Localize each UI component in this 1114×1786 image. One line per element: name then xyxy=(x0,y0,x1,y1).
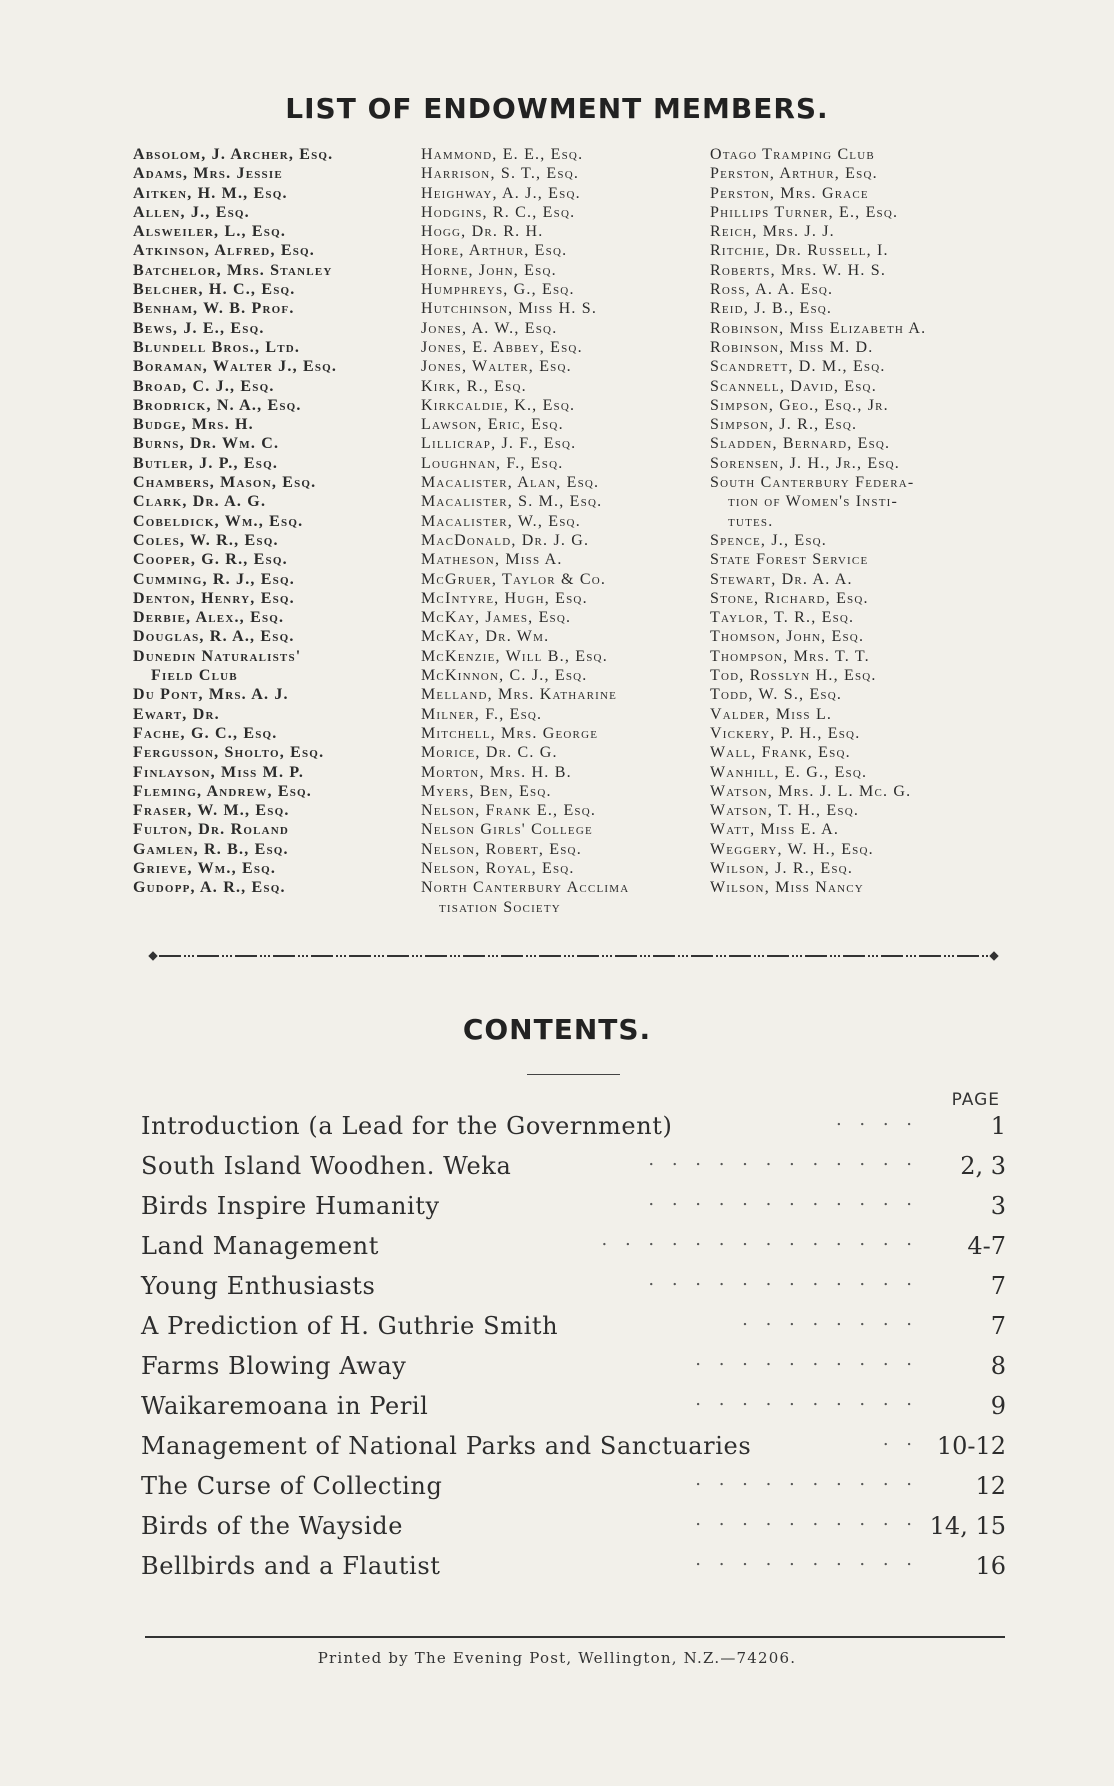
toc-leader-dots: . . . . . . . . . . xyxy=(695,1349,918,1370)
member-entry: Denton, Henry, Esq. xyxy=(133,589,295,607)
table-of-contents xyxy=(141,1106,1006,1586)
toc-page-number: 7 xyxy=(990,1272,1006,1300)
member-entry: McIntyre, Hugh, Esq. xyxy=(421,589,588,607)
member-entry: Burns, Dr. Wm. C. xyxy=(133,435,280,453)
member-entry: Simpson, J. R., Esq. xyxy=(710,416,858,434)
member-entry: State Forest Service xyxy=(710,551,869,569)
toc-entry-title: Birds of the Wayside xyxy=(141,1512,403,1540)
page-column-label: PAGE xyxy=(951,1090,1000,1110)
member-entry: Stewart, Dr. A. A. xyxy=(710,570,853,588)
member-entry: Fergusson, Sholto, Esq. xyxy=(133,744,325,762)
member-entry: Bews, J. E., Esq. xyxy=(133,319,265,337)
toc-leader-dots: . . . . . . . . . . . . . . xyxy=(601,1229,918,1250)
ornamental-divider xyxy=(147,951,1000,961)
toc-leader-dots: . . . . . . . . xyxy=(742,1309,918,1330)
toc-leader-dots: . . . . . . . . . . xyxy=(695,1469,918,1490)
member-entry: Jones, A. W., Esq. xyxy=(421,319,558,337)
member-entry: Field Club xyxy=(151,667,238,685)
member-entry: Sorensen, J. H., Jr., Esq. xyxy=(710,454,901,472)
member-entry: Fulton, Dr. Roland xyxy=(133,821,290,839)
toc-entry-title: Farms Blowing Away xyxy=(141,1352,407,1380)
member-entry: Jones, E. Abbey, Esq. xyxy=(421,338,583,356)
member-entry: Hodgins, R. C., Esq. xyxy=(421,203,576,221)
member-entry: Fleming, Andrew, Esq. xyxy=(133,782,312,800)
member-entry: Scannell, David, Esq. xyxy=(710,377,877,395)
member-entry: Hore, Arthur, Esq. xyxy=(421,242,568,260)
members-title: LIST OF ENDOWMENT MEMBERS. xyxy=(285,92,829,125)
member-entry: Watson, T. H., Esq. xyxy=(710,802,860,820)
member-entry: Fache, G. C., Esq. xyxy=(133,724,278,742)
member-entry: Reid, J. B., Esq. xyxy=(710,300,833,318)
toc-entry-title: A Prediction of H. Guthrie Smith xyxy=(141,1312,559,1340)
member-entry: Heighway, A. J., Esq. xyxy=(421,184,581,202)
member-entry: Cobeldick, Wm., Esq. xyxy=(133,512,304,530)
member-entry: Ross, A. A. Esq. xyxy=(710,281,834,299)
member-entry: Broad, C. J., Esq. xyxy=(133,377,275,395)
member-entry: Sladden, Bernard, Esq. xyxy=(710,435,891,453)
member-entry: Mitchell, Mrs. George xyxy=(421,724,599,742)
member-entry: McKenzie, Will B., Esq. xyxy=(421,647,608,665)
toc-page-number: 12 xyxy=(975,1472,1006,1500)
member-entry: Watt, Miss E. A. xyxy=(710,821,840,839)
member-entry: Aitken, H. M., Esq. xyxy=(133,184,288,202)
member-entry: Gudopp, A. R., Esq. xyxy=(133,879,286,897)
member-entry: Coles, W. R., Esq. xyxy=(133,531,279,549)
member-entry: Phillips Turner, E., Esq. xyxy=(710,203,899,221)
member-entry: Nelson, Royal, Esq. xyxy=(421,859,575,877)
toc-entry-title: Bellbirds and a Flautist xyxy=(141,1552,441,1580)
bottom-rule xyxy=(145,1636,1005,1638)
member-entry: Finlayson, Miss M. P. xyxy=(133,763,305,781)
member-entry: Chambers, Mason, Esq. xyxy=(133,474,317,492)
member-entry: McKay, James, Esq. xyxy=(421,609,572,627)
member-entry: Harrison, S. T., Esq. xyxy=(421,165,580,183)
printer-imprint: Printed by The Evening Post, Wellington, N.Z.—74206. xyxy=(317,1649,797,1667)
toc-entry-title: South Island Woodhen. Weka xyxy=(141,1152,512,1180)
toc-leader-dots: . . xyxy=(882,1429,918,1450)
member-entry: Adams, Mrs. Jessie xyxy=(133,165,283,183)
member-entry: Gamlen, R. B., Esq. xyxy=(133,840,289,858)
member-entry: Nelson, Robert, Esq. xyxy=(421,840,582,858)
member-entry: Perston, Arthur, Esq. xyxy=(710,165,878,183)
member-entry: Hutchinson, Miss H. S. xyxy=(421,300,598,318)
toc-page-number: 1 xyxy=(990,1112,1006,1140)
members-column-3 xyxy=(710,145,1005,898)
member-entry: Absolom, J. Archer, Esq. xyxy=(133,146,334,163)
member-entry: Belcher, H. C., Esq. xyxy=(133,281,296,299)
member-entry: Lillicrap, J. F., Esq. xyxy=(421,435,577,453)
member-entry: Allen, J., Esq. xyxy=(133,203,250,221)
member-entry: Watson, Mrs. J. L. Mc. G. xyxy=(710,782,912,800)
member-entry: Reich, Mrs. J. J. xyxy=(710,223,835,241)
member-entry: Thomson, John, Esq. xyxy=(710,628,865,646)
member-entry: Cooper, G. R., Esq. xyxy=(133,551,288,569)
member-entry: Matheson, Miss A. xyxy=(421,551,563,569)
member-entry: South Canterbury Federa- xyxy=(710,474,915,492)
toc-leader-dots: . . . . xyxy=(835,1109,918,1130)
toc-leader-dots: . . . . . . . . . . xyxy=(695,1549,918,1570)
member-entry: Alsweiler, L., Esq. xyxy=(133,223,287,241)
member-entry: Kirkcaldie, K., Esq. xyxy=(421,396,576,414)
toc-leader-dots: . . . . . . . . . . xyxy=(695,1509,918,1530)
member-entry: Scandrett, D. M., Esq. xyxy=(710,358,886,376)
member-entry: Kirk, R., Esq. xyxy=(421,377,527,395)
member-entry: tisation Society xyxy=(439,898,561,916)
member-entry: Wall, Frank, Esq. xyxy=(710,744,851,762)
toc-page-number: 3 xyxy=(990,1192,1006,1220)
member-entry: Douglas, R. A., Esq. xyxy=(133,628,295,646)
toc-entry-title: Birds Inspire Humanity xyxy=(141,1192,440,1220)
toc-page-number: 4-7 xyxy=(967,1232,1006,1260)
toc-leader-dots: . . . . . . . . . . . . xyxy=(648,1149,918,1170)
member-entry: Melland, Mrs. Katharine xyxy=(421,686,618,704)
member-entry: Perston, Mrs. Grace xyxy=(710,184,869,202)
member-entry: Lawson, Eric, Esq. xyxy=(421,416,564,434)
member-entry: Benham, W. B. Prof. xyxy=(133,300,295,318)
member-entry: Batchelor, Mrs. Stanley xyxy=(133,261,333,279)
toc-leader-dots: . . . . . . . . . . . . xyxy=(648,1189,918,1210)
member-entry: tutes. xyxy=(728,512,774,530)
member-entry: Fraser, W. M., Esq. xyxy=(133,802,290,820)
member-entry: McKay, Dr. Wm. xyxy=(421,628,550,646)
member-entry: Nelson, Frank E., Esq. xyxy=(421,802,597,820)
member-entry: Taylor, T. R., Esq. xyxy=(710,609,855,627)
member-entry: North Canterbury Acclima xyxy=(421,879,630,897)
member-entry: tion of Women's Insti- xyxy=(728,493,899,511)
toc-page-number: 9 xyxy=(990,1392,1006,1420)
toc-row xyxy=(141,1546,1006,1586)
member-entry: Humphreys, G., Esq. xyxy=(421,281,575,299)
member-entry: Todd, W. S., Esq. xyxy=(710,686,843,704)
member-entry: Blundell Bros., Ltd. xyxy=(133,338,301,356)
member-entry: Horne, John, Esq. xyxy=(421,261,557,279)
toc-entry-title: Introduction (a Lead for the Government) xyxy=(141,1112,673,1140)
toc-entry-title: Management of National Parks and Sanctuaries xyxy=(141,1432,752,1460)
member-entry: Boraman, Walter J., Esq. xyxy=(133,358,338,376)
member-entry: Robinson, Miss M. D. xyxy=(710,338,874,356)
member-entry: Vickery, P. H., Esq. xyxy=(710,724,861,742)
member-entry: Nelson Girls' College xyxy=(421,821,593,839)
title-underline xyxy=(527,1074,620,1075)
toc-entry-title: The Curse of Collecting xyxy=(141,1472,443,1500)
member-entry: Tod, Rosslyn H., Esq. xyxy=(710,667,877,685)
member-entry: Macalister, S. M., Esq. xyxy=(421,493,603,511)
member-entry: Weggery, W. H., Esq. xyxy=(710,840,874,858)
toc-entry-title: Young Enthusiasts xyxy=(141,1272,376,1300)
member-entry: Wilson, Miss Nancy xyxy=(710,879,864,897)
member-entry: Butler, J. P., Esq. xyxy=(133,454,279,472)
members-column-2 xyxy=(421,145,716,917)
member-entry: Macalister, W., Esq. xyxy=(421,512,581,530)
member-entry: Jones, Walter, Esq. xyxy=(421,358,572,376)
contents-title: CONTENTS. xyxy=(462,1013,652,1046)
toc-entry-title: Waikaremoana in Peril xyxy=(141,1392,429,1420)
member-entry: Thompson, Mrs. T. T. xyxy=(710,647,870,665)
member-entry: Du Pont, Mrs. A. J. xyxy=(133,686,289,704)
toc-page-number: 2, 3 xyxy=(960,1152,1006,1180)
member-entry: Derbie, Alex., Esq. xyxy=(133,609,285,627)
member-entry: MacDonald, Dr. J. G. xyxy=(421,531,590,549)
member-entry: McGruer, Taylor & Co. xyxy=(421,570,607,588)
member-entry: Brodrick, N. A., Esq. xyxy=(133,396,302,414)
member-entry: Valder, Miss L. xyxy=(710,705,833,723)
member-entry: Myers, Ben, Esq. xyxy=(421,782,552,800)
member-entry: Ritchie, Dr. Russell, I. xyxy=(710,242,889,260)
member-entry: Ewart, Dr. xyxy=(133,705,220,723)
members-column-1 xyxy=(133,145,408,898)
member-entry: Stone, Richard, Esq. xyxy=(710,589,869,607)
toc-page-number: 10-12 xyxy=(936,1432,1006,1460)
member-entry: Robinson, Miss Elizabeth A. xyxy=(710,319,927,337)
member-entry: Budge, Mrs. H. xyxy=(133,416,254,434)
member-entry: Simpson, Geo., Esq., Jr. xyxy=(710,396,889,414)
toc-page-number: 8 xyxy=(990,1352,1006,1380)
member-entry: Clark, Dr. A. G. xyxy=(133,493,267,511)
toc-page-number: 14, 15 xyxy=(929,1512,1006,1540)
member-entry: Morton, Mrs. H. B. xyxy=(421,763,572,781)
member-entry: Cumming, R. J., Esq. xyxy=(133,570,295,588)
toc-leader-dots: . . . . . . . . . . . . xyxy=(648,1269,918,1290)
member-entry: Otago Tramping Club xyxy=(710,146,875,163)
toc-page-number: 7 xyxy=(990,1312,1006,1340)
member-entry: Morice, Dr. C. G. xyxy=(421,744,558,762)
member-entry: Wilson, J. R., Esq. xyxy=(710,859,854,877)
member-entry: Milner, F., Esq. xyxy=(421,705,543,723)
toc-row xyxy=(141,1386,1006,1426)
member-entry: McKinnon, C. J., Esq. xyxy=(421,667,588,685)
member-entry: Spence, J., Esq. xyxy=(710,531,827,549)
member-entry: Loughnan, F., Esq. xyxy=(421,454,564,472)
member-entry: Roberts, Mrs. W. H. S. xyxy=(710,261,887,279)
member-entry: Hammond, E. E., Esq. xyxy=(421,146,584,163)
member-entry: Wanhill, E. G., Esq. xyxy=(710,763,868,781)
toc-leader-dots: . . . . . . . . . . xyxy=(695,1389,918,1410)
member-entry: Dunedin Naturalists' xyxy=(133,647,302,665)
toc-entry-title: Land Management xyxy=(141,1232,379,1260)
member-entry: Macalister, Alan, Esq. xyxy=(421,474,600,492)
toc-page-number: 16 xyxy=(975,1552,1006,1580)
member-entry: Atkinson, Alfred, Esq. xyxy=(133,242,315,260)
member-entry: Grieve, Wm., Esq. xyxy=(133,859,277,877)
member-entry: Hogg, Dr. R. H. xyxy=(421,223,544,241)
